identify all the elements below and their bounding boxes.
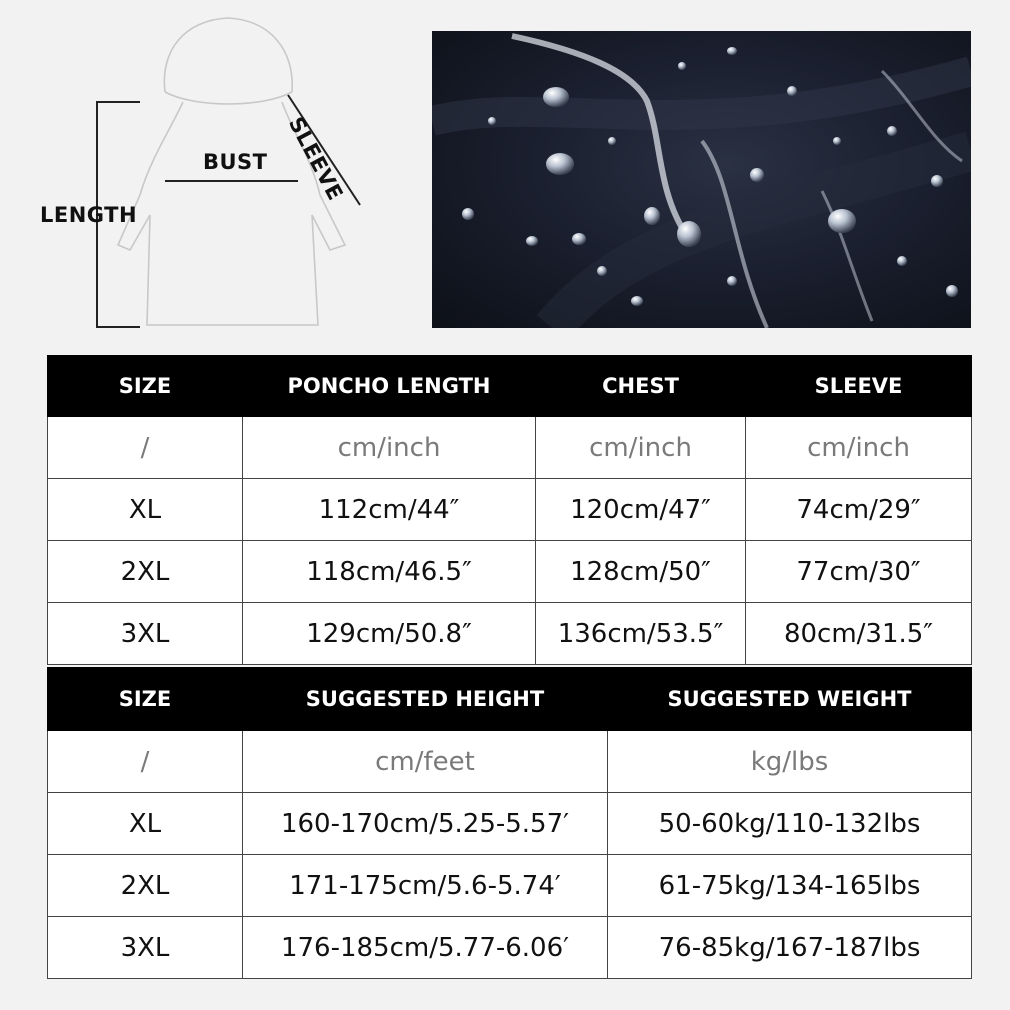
- poncho-measurement-diagram: [0, 0, 420, 340]
- value-cell: 50-60kg/110-132lbs: [608, 793, 972, 855]
- header-poncho-length: PONCHO LENGTH: [243, 356, 536, 417]
- table-row: [48, 917, 972, 979]
- size-cell: 2XL: [48, 541, 243, 603]
- header-suggested-weight: SUGGESTED WEIGHT: [608, 668, 972, 731]
- unit-cell: cm/feet: [243, 731, 608, 793]
- value-cell: 136cm/53.5″: [536, 603, 746, 665]
- value-cell: 128cm/50″: [536, 541, 746, 603]
- units-row: [48, 417, 972, 479]
- value-cell: 77cm/30″: [746, 541, 972, 603]
- value-cell: 129cm/50.8″: [243, 603, 536, 665]
- value-cell: 76-85kg/167-187lbs: [608, 917, 972, 979]
- header-chest: CHEST: [536, 356, 746, 417]
- value-cell: 74cm/29″: [746, 479, 972, 541]
- fit-table: [47, 667, 972, 979]
- table-header-row: [48, 356, 972, 417]
- header-sleeve: SLEEVE: [746, 356, 972, 417]
- value-cell: 61-75kg/134-165lbs: [608, 855, 972, 917]
- table-row: [48, 603, 972, 665]
- size-cell: XL: [48, 479, 243, 541]
- size-cell: 2XL: [48, 855, 243, 917]
- unit-cell: cm/inch: [243, 417, 536, 479]
- value-cell: 80cm/31.5″: [746, 603, 972, 665]
- header-size: SIZE: [48, 356, 243, 417]
- size-cell: 3XL: [48, 603, 243, 665]
- unit-cell: /: [48, 731, 243, 793]
- header-size: SIZE: [48, 668, 243, 731]
- sleeve-label: SLEEVE: [283, 113, 348, 205]
- value-cell: 112cm/44″: [243, 479, 536, 541]
- bust-label: BUST: [203, 150, 268, 174]
- value-cell: 118cm/46.5″: [243, 541, 536, 603]
- table-row: [48, 541, 972, 603]
- units-row: [48, 731, 972, 793]
- value-cell: 160-170cm/5.25-5.57′: [243, 793, 608, 855]
- unit-cell: cm/inch: [746, 417, 972, 479]
- table-header-row: [48, 668, 972, 731]
- table-row: [48, 793, 972, 855]
- value-cell: 171-175cm/5.6-5.74′: [243, 855, 608, 917]
- size-cell: XL: [48, 793, 243, 855]
- size-cell: 3XL: [48, 917, 243, 979]
- value-cell: 176-185cm/5.77-6.06′: [243, 917, 608, 979]
- header-suggested-height: SUGGESTED HEIGHT: [243, 668, 608, 731]
- water-droplets-icon: [432, 31, 971, 328]
- unit-cell: /: [48, 417, 243, 479]
- table-row: [48, 855, 972, 917]
- unit-cell: kg/lbs: [608, 731, 972, 793]
- table-row: [48, 479, 972, 541]
- value-cell: 120cm/47″: [536, 479, 746, 541]
- measurements-table: [47, 355, 972, 665]
- unit-cell: cm/inch: [536, 417, 746, 479]
- waterproof-fabric-photo: [432, 31, 971, 328]
- length-label: LENGTH: [40, 203, 138, 227]
